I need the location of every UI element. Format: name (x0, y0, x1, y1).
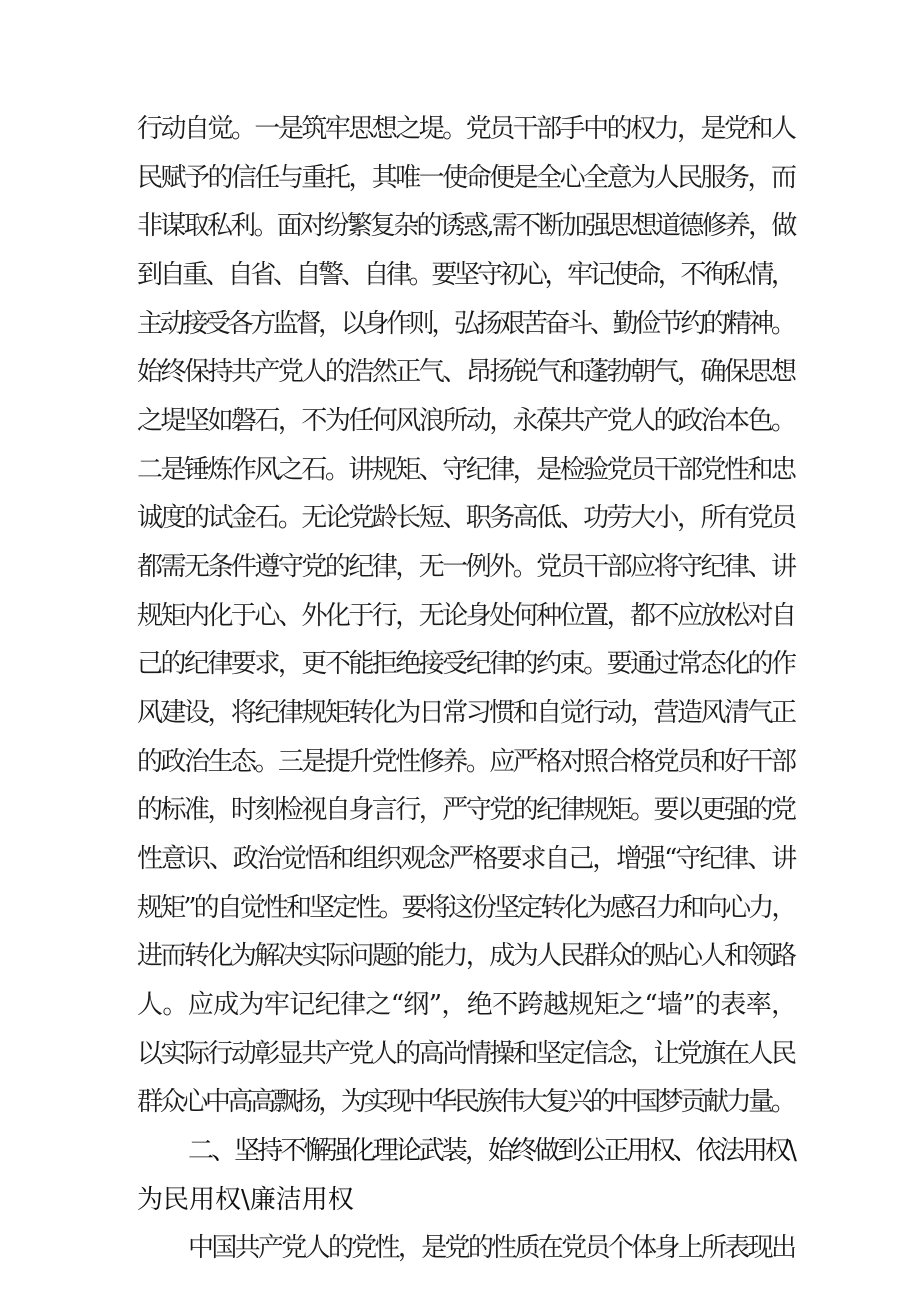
body-line: 都需无条件遵守党的纪律，无一例外。党员干部应将守纪律、讲 (137, 552, 795, 582)
body-line: 规矩”的自觉性和坚定性。要将这份坚定转化为感召力和向心力， (137, 893, 795, 923)
body-line: 规矩内化于心、外化于行，无论身处何种位置，都不应放松对自 (137, 601, 795, 631)
section-heading-line-2: 为民用权\廉洁用权 (137, 1185, 354, 1215)
body-line: 性意识、政治觉悟和组织观念严格要求自己，增强“守纪律、讲 (137, 844, 796, 874)
body-line: 二是锤炼作风之石。讲规矩、守纪律，是检验党员干部党性和忠 (137, 455, 795, 485)
body-line: 的政治生态。三是提升党性修养。应严格对照合格党员和好干部 (137, 747, 795, 777)
body-line: 非谋取私利。面对纷繁复杂的诱惑,需不断加强思想道德修养，做 (137, 211, 795, 241)
body-line: 到自重、自省、自警、自律。要坚守初心，牢记使命，不徇私情， (137, 260, 794, 290)
body-line: 人。应成为牢记纪律之“纲”，绝不跨越规矩之“墙”的表率， (137, 990, 797, 1020)
body-line: 始终保持共产党人的浩然正气、昂扬锐气和蓬勃朝气，确保思想 (137, 357, 795, 387)
body-line: 风建设，将纪律规矩转化为日常习惯和自觉行动，营造风清气正 (137, 698, 795, 728)
body-line: 诚度的试金石。无论党龄长短、职务高低、功劳大小，所有党员 (137, 503, 795, 533)
body-line: 主动接受各方监督，以身作则，弘扬艰苦奋斗、勤俭节约的精神。 (137, 309, 794, 339)
body-line: 行动自觉。一是筑牢思想之堤。党员干部手中的权力，是党和人 (137, 114, 795, 144)
body-line: 进而转化为解决实际问题的能力，成为人民群众的贴心人和领路 (137, 941, 795, 971)
section-heading-line-1: 二、坚持不懈强化理论武装，始终做到公正用权、依法用权\ (188, 1136, 794, 1166)
body-line: 的标准，时刻检视自身言行，严守党的纪律规矩。要以更强的党 (137, 795, 795, 825)
body-line: 之堤坚如磐石，不为任何风浪所动，永葆共产党人的政治本色。 (137, 406, 795, 436)
paragraph-first-line: 中国共产党人的党性，是党的性质在党员个体身上所表现出 (188, 1233, 795, 1263)
body-line: 己的纪律要求，更不能拒绝接受纪律的约束。要通过常态化的作 (137, 649, 795, 679)
body-line: 民赋予的信任与重托，其唯一使命便是全心全意为人民服务，而 (137, 163, 795, 193)
body-line: 群众心中高高飘扬，为实现中华民族伟大复兴的中国梦贡献力量。 (137, 1087, 794, 1117)
body-line: 以实际行动彰显共产党人的高尚情操和坚定信念，让党旗在人民 (137, 1039, 795, 1069)
